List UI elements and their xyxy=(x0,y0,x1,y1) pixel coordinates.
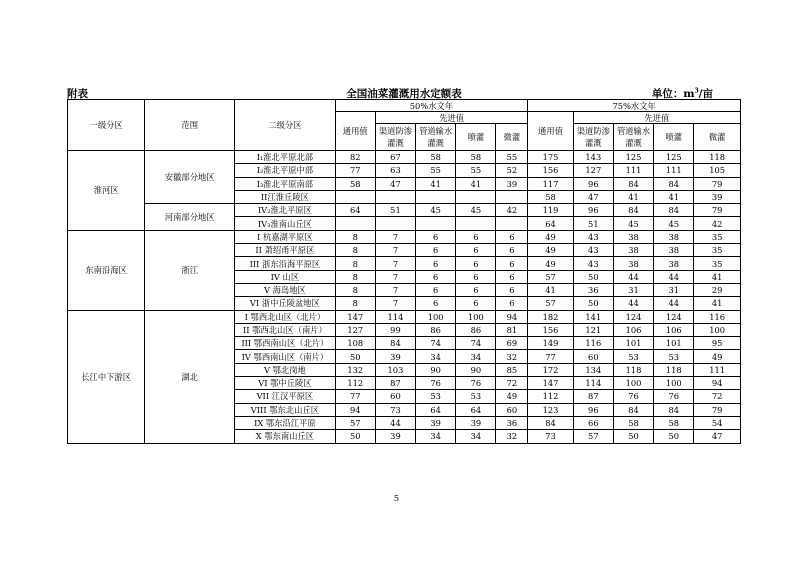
value-cell: 50 xyxy=(654,430,694,443)
value-cell: 6 xyxy=(496,270,528,283)
value-cell: 101 xyxy=(613,337,653,350)
value-cell: 76 xyxy=(456,377,496,390)
level1-cell: 东南沿海区 xyxy=(68,230,145,310)
value-cell: 58 xyxy=(528,190,573,203)
value-cell xyxy=(335,217,375,230)
value-cell: 63 xyxy=(375,164,415,177)
value-cell: 58 xyxy=(335,177,375,190)
header-advanced-50: 先进值 xyxy=(375,112,527,124)
value-cell: 84 xyxy=(528,416,573,429)
value-cell: 41 xyxy=(694,270,741,283)
quota-table xyxy=(67,99,741,444)
value-cell: 51 xyxy=(573,217,613,230)
level2-cell: VIII 鄂东北山丘区 xyxy=(235,403,336,416)
value-cell: 38 xyxy=(613,257,653,270)
value-cell xyxy=(456,217,496,230)
value-cell: 35 xyxy=(694,244,741,257)
value-cell: 49 xyxy=(528,244,573,257)
value-cell: 34 xyxy=(416,430,456,443)
value-cell: 38 xyxy=(654,244,694,257)
level2-cell: IV₃淮南山丘区 xyxy=(235,217,336,230)
value-cell: 116 xyxy=(694,310,741,323)
value-cell: 100 xyxy=(416,310,456,323)
value-cell: 112 xyxy=(335,377,375,390)
value-cell xyxy=(416,190,456,203)
value-cell: 127 xyxy=(335,323,375,336)
level2-cell: I 杭嘉湖平原区 xyxy=(235,230,336,243)
value-cell: 111 xyxy=(654,164,694,177)
value-cell: 7 xyxy=(375,297,415,310)
header-scope: 范围 xyxy=(145,100,235,151)
value-cell: 85 xyxy=(496,363,528,376)
value-cell: 58 xyxy=(654,416,694,429)
value-cell: 44 xyxy=(613,297,653,310)
appendix-label: 附表 xyxy=(67,88,88,100)
value-cell: 60 xyxy=(573,350,613,363)
value-cell: 45 xyxy=(416,204,456,217)
value-cell xyxy=(416,217,456,230)
value-cell: 108 xyxy=(335,337,375,350)
value-cell: 175 xyxy=(528,151,573,164)
value-cell: 45 xyxy=(456,204,496,217)
level2-cell: III 鄂西南山区（北片） xyxy=(235,337,336,350)
level2-cell: IV 鄂西南山区（南片） xyxy=(235,350,336,363)
value-cell: 114 xyxy=(573,377,613,390)
value-cell: 32 xyxy=(496,430,528,443)
value-cell: 100 xyxy=(694,323,741,336)
value-cell: 106 xyxy=(654,323,694,336)
scope-cell: 河南部分地区 xyxy=(145,204,235,231)
value-cell: 82 xyxy=(335,151,375,164)
value-cell: 35 xyxy=(694,230,741,243)
value-cell: 41 xyxy=(654,190,694,203)
value-cell: 73 xyxy=(528,430,573,443)
value-cell: 39 xyxy=(375,350,415,363)
value-cell: 7 xyxy=(375,230,415,243)
scope-cell: 浙江 xyxy=(145,230,235,310)
value-cell: 121 xyxy=(573,323,613,336)
value-cell: 8 xyxy=(335,283,375,296)
level2-cell: I 鄂西北山区（北片） xyxy=(235,310,336,323)
value-cell: 54 xyxy=(694,416,741,429)
value-cell: 49 xyxy=(496,390,528,403)
value-cell: 112 xyxy=(528,390,573,403)
value-cell: 49 xyxy=(528,257,573,270)
level2-cell: II江淮丘陵区 xyxy=(235,190,336,203)
value-cell: 38 xyxy=(613,244,653,257)
value-cell: 84 xyxy=(654,177,694,190)
value-cell: 60 xyxy=(375,390,415,403)
value-cell: 134 xyxy=(573,363,613,376)
value-cell: 64 xyxy=(416,403,456,416)
value-cell: 84 xyxy=(613,177,653,190)
value-cell: 84 xyxy=(654,204,694,217)
value-cell: 96 xyxy=(573,177,613,190)
table-heading xyxy=(67,86,741,100)
value-cell: 79 xyxy=(694,204,741,217)
value-cell: 76 xyxy=(416,377,456,390)
value-cell: 42 xyxy=(496,204,528,217)
value-cell: 36 xyxy=(496,416,528,429)
value-cell: 67 xyxy=(375,151,415,164)
value-cell: 53 xyxy=(613,350,653,363)
value-cell: 47 xyxy=(694,430,741,443)
value-cell: 6 xyxy=(416,230,456,243)
level2-cell: I₂淮北平原中部 xyxy=(235,164,336,177)
unit-label: 单位：$m^3/$亩 xyxy=(651,87,713,100)
value-cell: 76 xyxy=(654,390,694,403)
header-micro-50: 微灌 xyxy=(496,124,528,151)
value-cell: 143 xyxy=(573,151,613,164)
value-cell: 7 xyxy=(375,270,415,283)
value-cell: 95 xyxy=(694,337,741,350)
level2-cell: VI 鄂中丘陵区 xyxy=(235,377,336,390)
value-cell: 6 xyxy=(496,230,528,243)
header-freq-75: 75%水文年 xyxy=(528,100,741,112)
value-cell: 45 xyxy=(613,217,653,230)
scope-cell: 安徽部分地区 xyxy=(145,151,235,204)
value-cell: 44 xyxy=(613,270,653,283)
level2-cell: II 萧绍甬平原区 xyxy=(235,244,336,257)
value-cell: 29 xyxy=(694,283,741,296)
value-cell: 38 xyxy=(613,230,653,243)
header-sprinkler-50: 喷灌 xyxy=(456,124,496,151)
header-channel-75: 渠道防渗灌溉 xyxy=(573,124,613,151)
value-cell: 8 xyxy=(335,297,375,310)
value-cell: 79 xyxy=(694,177,741,190)
level2-cell: VI 浙中丘陵盆地区 xyxy=(235,297,336,310)
value-cell: 41 xyxy=(528,283,573,296)
value-cell: 41 xyxy=(416,177,456,190)
value-cell: 182 xyxy=(528,310,573,323)
value-cell: 47 xyxy=(375,177,415,190)
level2-cell: III 浙东沿海平原区 xyxy=(235,257,336,270)
value-cell: 39 xyxy=(416,416,456,429)
value-cell: 34 xyxy=(416,350,456,363)
value-cell: 45 xyxy=(654,217,694,230)
value-cell xyxy=(375,217,415,230)
value-cell: 8 xyxy=(335,244,375,257)
value-cell xyxy=(375,190,415,203)
value-cell: 50 xyxy=(335,350,375,363)
header-sprinkler-75: 喷灌 xyxy=(654,124,694,151)
value-cell: 116 xyxy=(573,337,613,350)
value-cell: 57 xyxy=(573,430,613,443)
value-cell: 49 xyxy=(528,230,573,243)
value-cell: 50 xyxy=(573,270,613,283)
value-cell: 64 xyxy=(335,204,375,217)
value-cell: 84 xyxy=(613,403,653,416)
value-cell: 94 xyxy=(694,377,741,390)
value-cell: 111 xyxy=(694,363,741,376)
value-cell: 35 xyxy=(694,257,741,270)
value-cell: 8 xyxy=(335,270,375,283)
level2-cell: IV 山区 xyxy=(235,270,336,283)
value-cell: 100 xyxy=(613,377,653,390)
value-cell: 149 xyxy=(528,337,573,350)
value-cell: 34 xyxy=(456,430,496,443)
value-cell: 90 xyxy=(416,363,456,376)
value-cell: 100 xyxy=(654,377,694,390)
value-cell: 118 xyxy=(694,151,741,164)
value-cell: 6 xyxy=(456,270,496,283)
header-pipe-75: 管道输水灌溉 xyxy=(613,124,653,151)
header-level2: 二级分区 xyxy=(235,100,336,151)
value-cell: 6 xyxy=(456,244,496,257)
value-cell: 118 xyxy=(654,363,694,376)
value-cell: 57 xyxy=(335,416,375,429)
value-cell: 41 xyxy=(456,177,496,190)
value-cell: 6 xyxy=(456,283,496,296)
table-title: 全国油菜灌溉用水定额表 xyxy=(346,88,462,100)
value-cell: 60 xyxy=(496,403,528,416)
value-cell: 6 xyxy=(456,257,496,270)
value-cell: 86 xyxy=(416,323,456,336)
value-cell: 31 xyxy=(654,283,694,296)
value-cell: 100 xyxy=(456,310,496,323)
scope-cell: 湖北 xyxy=(145,310,235,443)
value-cell: 44 xyxy=(654,297,694,310)
level2-cell: V 海岛地区 xyxy=(235,283,336,296)
value-cell: 72 xyxy=(496,377,528,390)
value-cell: 117 xyxy=(528,177,573,190)
table-row xyxy=(68,310,741,323)
value-cell xyxy=(496,190,528,203)
level2-cell: II 鄂西北山区（南片） xyxy=(235,323,336,336)
value-cell: 74 xyxy=(456,337,496,350)
value-cell: 77 xyxy=(528,350,573,363)
header-general-75: 通用值 xyxy=(528,112,573,151)
value-cell: 53 xyxy=(416,390,456,403)
value-cell: 43 xyxy=(573,244,613,257)
value-cell: 105 xyxy=(694,164,741,177)
value-cell: 87 xyxy=(375,377,415,390)
value-cell: 90 xyxy=(456,363,496,376)
value-cell: 55 xyxy=(456,164,496,177)
value-cell: 156 xyxy=(528,323,573,336)
value-cell: 58 xyxy=(456,151,496,164)
value-cell: 66 xyxy=(573,416,613,429)
level2-cell: VII 江汉平原区 xyxy=(235,390,336,403)
value-cell: 172 xyxy=(528,363,573,376)
value-cell: 96 xyxy=(573,204,613,217)
value-cell: 7 xyxy=(375,257,415,270)
value-cell: 73 xyxy=(375,403,415,416)
level2-cell: I₁淮北平原北部 xyxy=(235,151,336,164)
value-cell: 124 xyxy=(654,310,694,323)
value-cell: 47 xyxy=(573,190,613,203)
level1-cell: 淮河区 xyxy=(68,151,145,231)
value-cell: 84 xyxy=(654,403,694,416)
level2-cell: IV₂淮北平原区 xyxy=(235,204,336,217)
value-cell: 57 xyxy=(528,270,573,283)
value-cell: 6 xyxy=(496,283,528,296)
value-cell: 72 xyxy=(694,390,741,403)
value-cell: 50 xyxy=(335,430,375,443)
value-cell: 111 xyxy=(613,164,653,177)
value-cell: 147 xyxy=(528,377,573,390)
header-general-50: 通用值 xyxy=(335,112,375,151)
value-cell: 101 xyxy=(654,337,694,350)
value-cell: 43 xyxy=(573,257,613,270)
value-cell: 147 xyxy=(335,310,375,323)
value-cell: 7 xyxy=(375,283,415,296)
value-cell: 77 xyxy=(335,164,375,177)
value-cell: 94 xyxy=(496,310,528,323)
value-cell: 8 xyxy=(335,230,375,243)
value-cell: 74 xyxy=(416,337,456,350)
value-cell: 127 xyxy=(573,164,613,177)
value-cell: 6 xyxy=(416,270,456,283)
value-cell: 34 xyxy=(456,350,496,363)
value-cell: 7 xyxy=(375,244,415,257)
table-body xyxy=(68,151,741,444)
value-cell: 55 xyxy=(496,151,528,164)
value-cell: 38 xyxy=(654,230,694,243)
level2-cell: X 鄂东南山丘区 xyxy=(235,430,336,443)
level2-cell: V 鄂北岗地 xyxy=(235,363,336,376)
value-cell: 99 xyxy=(375,323,415,336)
table-row xyxy=(68,230,741,243)
value-cell: 43 xyxy=(573,230,613,243)
value-cell: 39 xyxy=(496,177,528,190)
level2-cell: I₃淮北平原南部 xyxy=(235,177,336,190)
value-cell: 96 xyxy=(573,403,613,416)
header-freq-50: 50%水文年 xyxy=(335,100,528,112)
value-cell: 42 xyxy=(694,217,741,230)
value-cell: 103 xyxy=(375,363,415,376)
header-channel-50: 渠道防渗灌溉 xyxy=(375,124,415,151)
value-cell: 6 xyxy=(496,297,528,310)
value-cell: 58 xyxy=(416,151,456,164)
value-cell: 125 xyxy=(613,151,653,164)
value-cell: 50 xyxy=(573,297,613,310)
value-cell: 53 xyxy=(654,350,694,363)
value-cell: 84 xyxy=(375,337,415,350)
value-cell: 132 xyxy=(335,363,375,376)
value-cell: 123 xyxy=(528,403,573,416)
value-cell: 141 xyxy=(573,310,613,323)
value-cell: 119 xyxy=(528,204,573,217)
value-cell: 6 xyxy=(456,297,496,310)
value-cell: 55 xyxy=(416,164,456,177)
value-cell: 53 xyxy=(456,390,496,403)
value-cell xyxy=(335,190,375,203)
value-cell: 106 xyxy=(613,323,653,336)
value-cell: 86 xyxy=(456,323,496,336)
value-cell: 44 xyxy=(375,416,415,429)
value-cell: 58 xyxy=(613,416,653,429)
value-cell: 77 xyxy=(335,390,375,403)
value-cell: 6 xyxy=(416,257,456,270)
value-cell: 39 xyxy=(375,430,415,443)
header-level1: 一级分区 xyxy=(68,100,145,151)
value-cell: 38 xyxy=(654,257,694,270)
value-cell: 124 xyxy=(613,310,653,323)
value-cell: 6 xyxy=(416,297,456,310)
value-cell: 69 xyxy=(496,337,528,350)
value-cell: 64 xyxy=(456,403,496,416)
value-cell: 125 xyxy=(654,151,694,164)
value-cell xyxy=(496,217,528,230)
value-cell: 94 xyxy=(335,403,375,416)
level1-cell: 长江中下游区 xyxy=(68,310,145,443)
level2-cell: IX 鄂东沿江平原 xyxy=(235,416,336,429)
value-cell: 6 xyxy=(456,230,496,243)
header-micro-75: 微灌 xyxy=(694,124,741,151)
value-cell: 39 xyxy=(456,416,496,429)
value-cell: 50 xyxy=(613,430,653,443)
value-cell: 6 xyxy=(496,257,528,270)
value-cell: 6 xyxy=(416,283,456,296)
header-pipe-50: 管道输水灌溉 xyxy=(416,124,456,151)
value-cell: 52 xyxy=(496,164,528,177)
value-cell: 81 xyxy=(496,323,528,336)
value-cell: 41 xyxy=(694,297,741,310)
value-cell: 114 xyxy=(375,310,415,323)
value-cell: 79 xyxy=(694,403,741,416)
page-number: 5 xyxy=(393,494,400,504)
value-cell: 51 xyxy=(375,204,415,217)
value-cell: 76 xyxy=(613,390,653,403)
table-header xyxy=(68,100,741,151)
value-cell: 156 xyxy=(528,164,573,177)
value-cell: 44 xyxy=(654,270,694,283)
value-cell: 31 xyxy=(613,283,653,296)
value-cell: 118 xyxy=(613,363,653,376)
value-cell xyxy=(456,190,496,203)
value-cell: 6 xyxy=(416,244,456,257)
value-cell: 36 xyxy=(573,283,613,296)
value-cell: 6 xyxy=(496,244,528,257)
header-advanced-75: 先进值 xyxy=(573,112,740,124)
value-cell: 49 xyxy=(694,350,741,363)
table-row xyxy=(68,151,741,164)
table-row xyxy=(68,204,741,217)
value-cell: 57 xyxy=(528,297,573,310)
value-cell: 32 xyxy=(496,350,528,363)
value-cell: 64 xyxy=(528,217,573,230)
value-cell: 8 xyxy=(335,257,375,270)
value-cell: 39 xyxy=(694,190,741,203)
value-cell: 87 xyxy=(573,390,613,403)
value-cell: 41 xyxy=(613,190,653,203)
value-cell: 84 xyxy=(613,204,653,217)
